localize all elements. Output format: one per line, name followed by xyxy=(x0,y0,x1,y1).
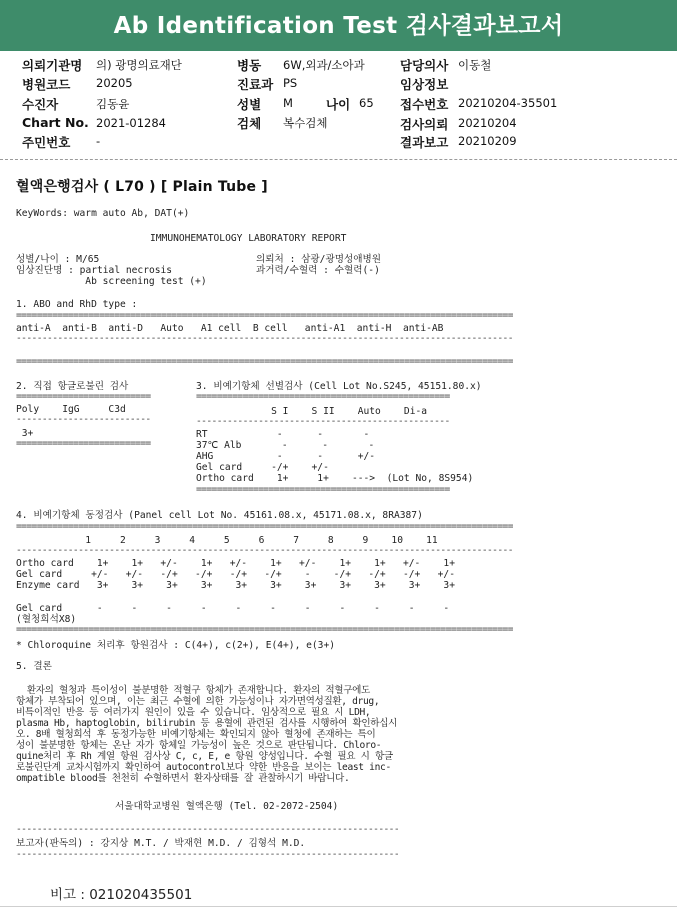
patient-name-label: 수진자 xyxy=(22,97,59,112)
screening-end-rule: ================================================= xyxy=(196,487,450,495)
lab-contact: 서울대학교병원 혈액은행 (Tel. 02-2072-2504) xyxy=(115,801,339,812)
keywords: KeyWords: warm auto Ab, DAT(+) xyxy=(16,208,190,219)
dat-double-rule: ========================== xyxy=(16,394,151,402)
header-divider xyxy=(0,159,677,160)
doctor-value: 이동철 xyxy=(458,58,492,72)
sex-label: 성별 xyxy=(237,97,262,112)
dat-result: 3+ xyxy=(16,428,34,439)
panel-row: (혈청희석X8) xyxy=(16,614,77,625)
institution-value: 의) 광명의료재단 xyxy=(96,58,182,72)
clinical-info-label: 임상정보 xyxy=(400,77,449,92)
screening-row: Gel card -/+ +/- xyxy=(196,462,329,473)
section-title: 혈액은행검사 ( L70 ) [ Plain Tube ] xyxy=(16,179,268,195)
screening-row: 37℃ Alb - - - xyxy=(196,440,375,451)
screening-heading: 3. 비예기항체 선별검사 (Cell Lot No.S245, 45151.80.x) xyxy=(196,381,482,392)
screening-double-rule: ================================================= xyxy=(196,394,450,402)
doctor-label: 담당의사 xyxy=(400,58,449,73)
conclusion-line: 로불린단계 교차시험까지 확인하여 autocontrol보다 약한 반응을 보이는 least inc- xyxy=(16,762,391,773)
chloroquine-result: * Chloroquine 처리후 항원검사 : C(4+), c(2+), E(4+), e(3+) xyxy=(16,640,336,651)
panel-row: Ortho card 1+ 1+ +/- 1+ +/- 1+ +/- 1+ 1+ +/- 1+ xyxy=(16,558,455,569)
ward-label: 병동 xyxy=(237,58,262,73)
ward-value: 6W,외과/소아과 xyxy=(283,58,365,72)
panel-columns: 1 2 3 4 5 6 7 8 9 10 11 xyxy=(16,535,438,546)
screening-row: Ortho card 1+ 1+ ---> (Lot No, 8S954) xyxy=(196,473,474,484)
request-date-label: 검사의뢰 xyxy=(400,117,449,132)
specimen-label: 검체 xyxy=(237,116,262,131)
dat-end-rule: ========================== xyxy=(16,441,151,449)
receipt-no-value: 20210204-35501 xyxy=(458,96,558,110)
patient-name-value: 김동윤 xyxy=(96,97,130,111)
report-title: Ab Identification Test 검사결과보고서 xyxy=(0,0,677,51)
dat-columns: Poly IgG C3d xyxy=(16,404,126,415)
request-date-value: 20210204 xyxy=(458,116,517,130)
report-date-label: 결과보고 xyxy=(400,135,449,150)
receipt-no-label: 접수번호 xyxy=(400,97,449,112)
conclusion-heading: 5. 결론 xyxy=(16,661,52,672)
panel-heading: 4. 비예기항체 동정검사 (Panel cell Lot No. 45161.08.x, 45171.08.x, 8RA387) xyxy=(16,510,423,521)
specimen-value: 복수검체 xyxy=(283,116,328,130)
conclusion-line: quine처리 후 Rh 계열 항원 검사상 C, c, E, e 항원 양성입니다. 수혈 필요 시 항글 xyxy=(16,751,393,762)
department-value: PS xyxy=(283,76,298,90)
panel-row: Gel card - - - - - - - - - - - xyxy=(16,603,450,614)
memo-note: 비고 : 021020435501 xyxy=(50,887,193,903)
screening-row: AHG - - +/- xyxy=(196,451,376,462)
abo-double-rule: ================================================================================================ xyxy=(16,313,513,321)
resident-no-label: 주민번호 xyxy=(22,135,71,150)
panel-end-rule: ================================================================================================ xyxy=(16,627,513,635)
abo-heading: 1. ABO and RhD type : xyxy=(16,299,138,310)
lab-report-title: IMMUNOHEMATOLOGY LABORATORY REPORT xyxy=(150,233,347,244)
patient-diagnosis-2: Ab screening test (+) xyxy=(16,276,207,287)
age-value: 65 xyxy=(359,96,374,110)
panel-row: Gel card +/- +/- -/+ -/+ -/+ -/+ - -/+ -/+ -/+ +/- xyxy=(16,569,455,580)
patient-sex-age: 성별/나이 : M/65 xyxy=(16,254,100,265)
dat-heading: 2. 직접 항글로불린 검사 xyxy=(16,381,129,392)
panel-rule: ------------------------------------------------------------------------------------------------ xyxy=(16,548,513,556)
patient-diagnosis: 임상진단명 : partial necrosis xyxy=(16,265,173,276)
signature-top-rule: -------------------------------------------------------------------------- xyxy=(16,827,400,835)
panel-double-rule: ================================================================================================ xyxy=(16,524,513,532)
hospital-code-label: 병원코드 xyxy=(22,77,71,92)
sex-value: M xyxy=(283,96,293,110)
department-label: 진료과 xyxy=(237,77,274,92)
bottom-rule xyxy=(0,906,677,907)
screening-rule: ------------------------------------------------- xyxy=(196,419,450,427)
chart-no-value: 2021-01284 xyxy=(96,116,166,130)
abo-rule: ------------------------------------------------------------------------------------------------ xyxy=(16,336,513,344)
screening-row: RT - - - xyxy=(196,429,370,440)
conclusion-line: plasma Hb, haptoglobin, bilirubin 등 용혈에 관련된 검사를 시행하여 확인하십시 xyxy=(16,718,398,729)
abo-end-rule: ================================================================================================ xyxy=(16,359,513,367)
resident-no-value: - xyxy=(96,134,101,148)
abo-columns: anti-A anti-B anti-D Auto A1 cell B cell anti-A1 anti-H anti-AB xyxy=(16,323,444,334)
conclusion-line: 성이 불분명한 항체는 온난 자가 항체일 가능성이 높은 것으로 판단됩니다. Chloro- xyxy=(16,740,382,751)
conclusion-line: 오. 8배 혈청희석 후 동정가능한 비예기항체는 확인되지 않아 혈청에 존재하는 특이 xyxy=(16,729,376,740)
conclusion-line: 비특이적인 반응 등 여러가지 원인이 있을 수 있습니다. 임상적으로 필요 시 LDH, xyxy=(16,707,371,718)
panel-row: Enzyme card 3+ 3+ 3+ 3+ 3+ 3+ 3+ 3+ 3+ 3+ 3+ xyxy=(16,580,455,591)
conclusion-line: ompatible blood를 천천히 수혈하면서 환자상태를 잘 관찰하시기 바랍니다. xyxy=(16,773,350,784)
institution-label: 의뢰기관명 xyxy=(22,58,83,73)
conclusion-line: 환자의 혈청과 특이성이 불분명한 적혈구 항체가 존재합니다. 환자의 적혈구에도 xyxy=(16,685,370,696)
requester: 의뢰처 : 삼광/광명성애병원 xyxy=(256,254,382,265)
age-label: 나이 xyxy=(326,97,351,112)
dat-rule: -------------------------- xyxy=(16,417,151,425)
transfusion-history: 과거력/수혈력 : 수혈력(-) xyxy=(256,265,380,276)
reporter-line: 보고자(판독의) : 강지상 M.T. / 박재현 M.D. / 김형석 M.D. xyxy=(16,838,306,849)
report-date-value: 20210209 xyxy=(458,134,517,148)
hospital-code-value: 20205 xyxy=(96,76,133,90)
chart-no-label: Chart No. xyxy=(22,115,89,130)
signature-bottom-rule: -------------------------------------------------------------------------- xyxy=(16,852,400,860)
screening-columns: S I S II Auto Di-a xyxy=(196,406,428,417)
conclusion-line: 항체가 부착되어 있으며, 이는 최근 수혈에 의한 가능성이나 자가면역성질환, drug, xyxy=(16,696,380,707)
